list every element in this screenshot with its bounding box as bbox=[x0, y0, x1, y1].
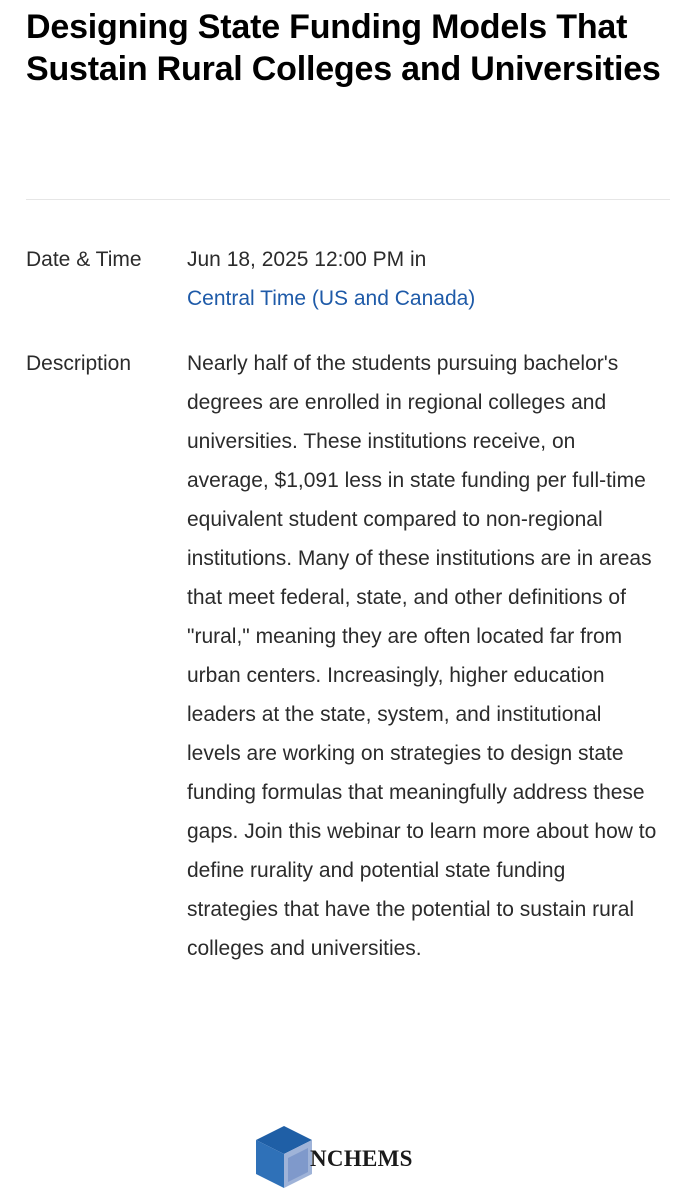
cube-logo-icon bbox=[252, 1124, 316, 1190]
datetime-value-block bbox=[187, 240, 657, 318]
logo-text: NCHEMS bbox=[310, 1146, 413, 1171]
page-title: Designing State Funding Models That Sustain Rural Colleges and Universities bbox=[26, 8, 661, 88]
description-text: Nearly half of the students pursuing bachelor's degrees are enrolled in regional colleges and universities. These institutions receive, on average, $1,091 less in state funding per full-time equivalent student compared to non-regional institutions. Many of these institutions are in areas that meet federal, state, and other definitions of "rural," meaning they are often located far from urban centers. Increasingly, higher education leaders at the state, system, and institutional levels are working on strategies to design state funding formulas that meaningfully address these gaps. Join this webinar to learn more about how to define rurality and potential state funding strategies that have the potential to sustain rural colleges and universities. bbox=[187, 352, 657, 960]
description-label: Description bbox=[26, 352, 132, 375]
nchems-logo bbox=[252, 1124, 413, 1190]
timezone-link[interactable]: Central Time (US and Canada) bbox=[187, 287, 476, 310]
datetime-value: Jun 18, 2025 12:00 PM in bbox=[187, 248, 427, 271]
datetime-label: Date & Time bbox=[26, 248, 142, 271]
section-divider bbox=[26, 199, 670, 200]
